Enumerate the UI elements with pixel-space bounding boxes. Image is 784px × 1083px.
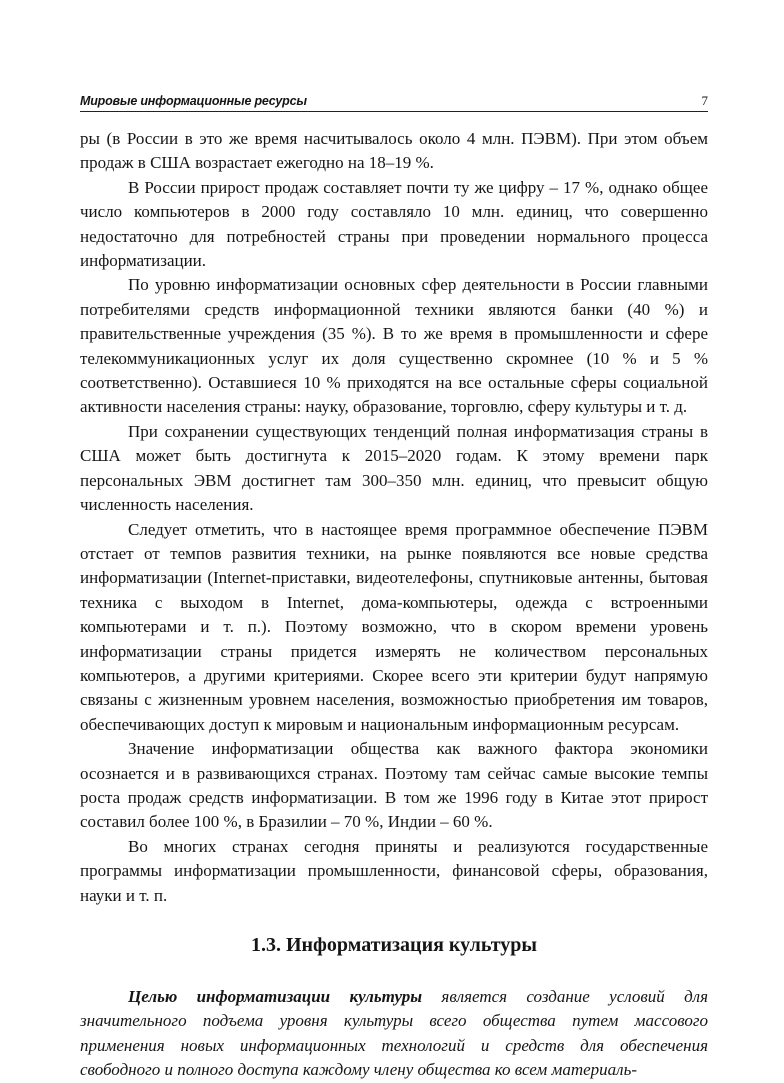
intro-term: Целью информатизации культуры bbox=[128, 987, 423, 1006]
page-number: 7 bbox=[701, 93, 708, 108]
paragraph-russia-sales: В России прирост продаж составляет почти ту же цифру – 17 %, однако общее число компьютеров в 2000 году составляло 10 млн. единиц, что совершенно недостаточно для потребностей страны при проведении нормального процесса информатизации. bbox=[80, 177, 708, 271]
section-heading: 1.3. Информатизация культуры bbox=[250, 934, 538, 956]
intro-text: является создание условий для значительного подъема уровня культуры всего общества путем массового применения новых информационных технологий и средств для обеспечения свободного и полного доступа каждому члену общества ко всем материаль- bbox=[80, 987, 708, 1080]
paragraph-software-lag: Следует отметить, что в настоящее время программное обеспечение ПЭВМ отстает от темпов развития техники, на рынке появляются все новые средства информатизации (Internet-приставки, видеотелефоны, спутниковые антенны, бытовая техника с выходом в Internet, дома-компьютеры, одежда с встроенными компьютерами и т. п.). Поэтому возможно, что в скором времени уровень информатизации страны придется измерять не количеством персональных компьютеров, а другими критериями. Скорее всего эти критерии будут напрямую связаны с жизненным уровнем населения, возможностью приобретения им товаров, обеспечивающих доступ к мировым и национальным информационным ресурсам. bbox=[80, 519, 708, 734]
body-text bbox=[80, 127, 708, 1083]
paragraph-state-programs: Во многих странах сегодня приняты и реализуются государственные программы информатизации промышленности, финансовой сферы, образования, науки и т. п. bbox=[80, 836, 708, 905]
paragraph-informatization-spheres: По уровню информатизации основных сфер деятельности в России главными потребителями средств информационной техники являются банки (40 %) и правительственные учреждения (35 %). В то же время в промышленности и сфере телекоммуникационных услуг их доля существенно скромнее (10 % и 5 % соответственно). Оставшиеся 10 % приходятся на все остальные сферы социальной активности населения страны: науку, образование, торговлю, сферу культуры и т. д. bbox=[80, 275, 708, 417]
paragraph-usa-trends: При сохранении существующих тенденций полная информатизация страны в США может быть достигнута к 2015–2020 годам. К этому времени парк персональных ЭВМ достигнет там 300–350 млн. единиц, что превысит общую численность населения. bbox=[80, 421, 708, 515]
running-header bbox=[80, 93, 708, 112]
paragraph-continuation: ры (в России в это же время насчитывалось около 4 млн. ПЭВМ). При этом объем продаж в США возрастает ежегодно на 18–19 %. bbox=[80, 129, 708, 173]
paragraph-developing-countries: Значение информатизации общества как важного фактора экономики осознается и в развивающихся странах. Поэтому там сейчас самые высокие темпы роста продаж средств информатизации. В том же 1996 году в Китае этот прирост составил более 100 %, в Бразилии – 70 %, Индии – 60 %. bbox=[80, 739, 708, 832]
paragraph-culture-goal bbox=[80, 985, 708, 1083]
running-title: Мировые информационные ресурсы bbox=[80, 94, 307, 108]
